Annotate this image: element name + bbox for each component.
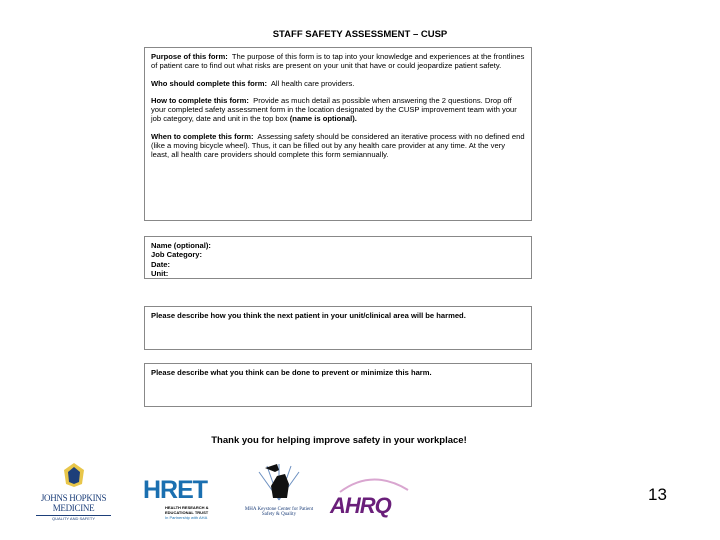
form-title: STAFF SAFETY ASSESSMENT – CUSP (272, 29, 448, 40)
shield-icon (62, 462, 86, 488)
michigan-icon (257, 462, 301, 502)
how-label: How to complete this form: (151, 95, 249, 105)
johns-hopkins-logo: JOHNS HOPKINS MEDICINE QUALITY AND SAFETY (36, 462, 111, 526)
purpose-text: The purpose of this form is to tap into your knowledge and experiences at the frontlines of patient care to find out what risks are present on your unit that have or could jeopardize patient safety. (151, 52, 525, 71)
unit-field[interactable]: Unit: (151, 268, 169, 278)
how-note: (name is optional). (289, 114, 357, 124)
instructions-box (144, 47, 532, 221)
ahrq-logo: AHRQ (330, 462, 415, 526)
thank-you-text: Thank you for helping improve safety in your workplace! (211, 435, 467, 446)
question-1: Please describe how you think the next patient in your unit/clinical area will be harmed. (151, 311, 466, 320)
who-text: All health care providers. (270, 78, 355, 88)
purpose-label: Purpose of this form: (151, 52, 228, 61)
name-field[interactable]: Name (optional): (151, 241, 211, 250)
when-text: Assessing safety should be considered an iterative process with no defined end (like a moving bicycle wheel). Thus, it can be filled out by any health care provider at any time. At the very least, all health care providers should complete this form semiannually. (151, 131, 525, 160)
who-label: Who should complete this form: (151, 78, 268, 88)
hret-logo: HRET HEALTH RESEARCH & EDUCATIONAL TRUST In Partnership with AHA (143, 476, 209, 520)
question-2: Please describe what you think can be done to prevent or minimize this harm. (151, 368, 432, 377)
question-1-box[interactable] (144, 306, 532, 350)
date-field[interactable]: Date: (151, 259, 170, 269)
arc-icon (330, 474, 415, 494)
info-box (144, 236, 532, 279)
when-label: When to complete this form: (151, 131, 254, 141)
page-number: 13 (648, 485, 667, 504)
mha-keystone-logo: MHA Keystone Center for Patient Safety & Quality (243, 462, 315, 526)
how-text: Provide as much detail as possible when answering the 2 questions. Drop off your completed safety assessment form in the location designated by the CUSP improvement team with your job category, date and unit in the top box (151, 95, 517, 124)
question-2-box[interactable] (144, 363, 532, 407)
job-category-field[interactable]: Job Category: (151, 250, 203, 260)
